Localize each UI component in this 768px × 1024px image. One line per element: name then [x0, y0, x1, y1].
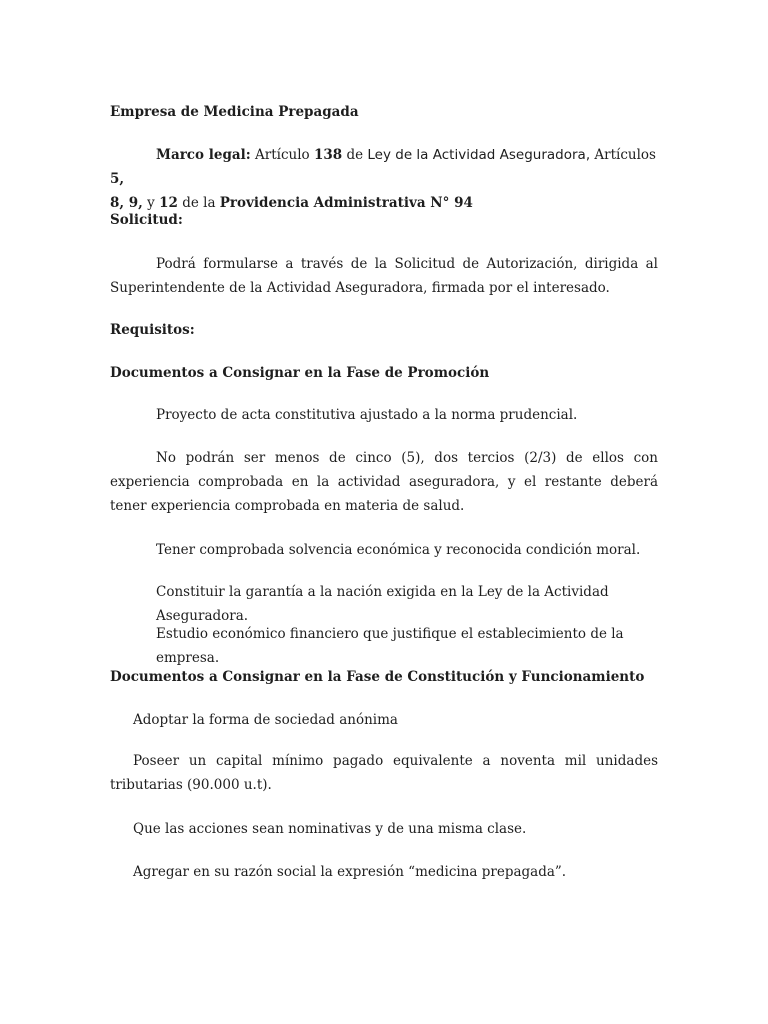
promocion-item-2: No podrán ser menos de cinco (5), dos tercios (2/3) de ellos con experiencia comprobada en la actividad aseguradora, y el restante deberá tener experiencia comprobada en materia de salud. — [110, 450, 658, 514]
solicitud-heading: Solicitud: — [110, 212, 183, 228]
marco-legal-text-4: y — [142, 195, 160, 211]
marco-legal-text-5: de la — [177, 195, 220, 211]
article-numbers-8-9: 8, 9, — [110, 195, 143, 211]
constitucion-item-2: Poseer un capital mínimo pagado equivalente a noventa mil unidades tributarias (90.000 u.t). — [110, 753, 658, 793]
article-number-5: 5, — [110, 171, 125, 187]
promocion-item-5: Estudio económico financiero que justifique el establecimiento de la empresa. — [156, 626, 624, 666]
marco-legal-text-2: de — [342, 147, 368, 163]
document-title: Empresa de Medicina Prepagada — [110, 104, 359, 120]
promocion-item-4: Constituir la garantía a la nación exigida en la Ley de la Actividad Aseguradora. — [156, 584, 609, 624]
marco-legal-text-3: Artículos — [590, 147, 656, 163]
constitucion-item-1: Adoptar la forma de sociedad anónima — [133, 712, 398, 728]
marco-legal-text-1: Artículo — [250, 147, 314, 163]
constitucion-item-3: Que las acciones sean nominativas y de una misma clase. — [133, 821, 527, 837]
promocion-item-1: Proyecto de acta constitutiva ajustado a la norma prudencial. — [156, 407, 578, 423]
providencia-administrativa: Providencia Administrativa N° 94 — [219, 195, 473, 211]
solicitud-text: Podrá formularse a través de la Solicitud de Autorización, dirigida al Superintendente de la Actividad Aseguradora, firmada por el interesado. — [110, 256, 658, 296]
requisitos-heading: Requisitos: — [110, 322, 195, 338]
constitucion-item-4: Agregar en su razón social la expresión “medicina prepagada”. — [133, 864, 567, 880]
marco-legal-label: Marco legal: — [156, 147, 251, 163]
article-number-12: 12 — [159, 195, 178, 211]
constitucion-heading: Documentos a Consignar en la Fase de Constitución y Funcionamiento — [110, 669, 645, 685]
ley-actividad-aseguradora: Ley de la Actividad Aseguradora, — [367, 147, 591, 163]
article-number-138: 138 — [313, 147, 343, 163]
promocion-heading: Documentos a Consignar en la Fase de Promoción — [110, 365, 490, 381]
marco-legal-paragraph — [110, 143, 658, 215]
promocion-item-3: Tener comprobada solvencia económica y reconocida condición moral. — [156, 542, 641, 558]
